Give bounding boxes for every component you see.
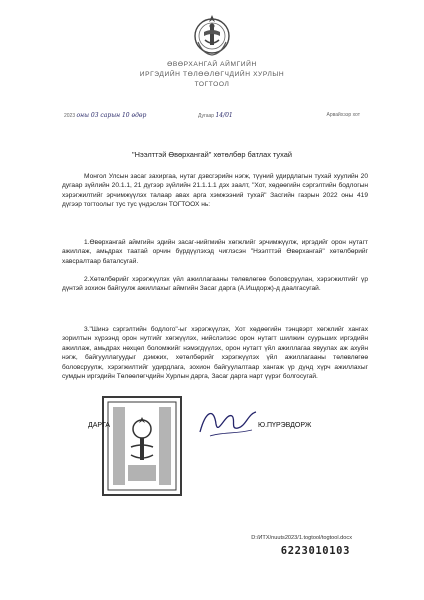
serial-number: 6223010103	[280, 545, 350, 557]
handwritten-signature-icon	[196, 402, 260, 442]
date-year: 2023	[64, 113, 76, 119]
issuer-line-2: ИРГЭДИЙН ТӨЛӨӨЛӨГЧДИЙН ХУРЛЫН	[139, 71, 285, 78]
number-label: Дугаар	[198, 113, 215, 119]
signatory-title: ДАРГА	[88, 422, 111, 429]
decision-item-3: 3."Шинэ сэргэлтийн бодлого"-ыг хэрэгжүүлэх, Хот хөдөөгийн тэнцвэрт хөгжлийг хангах зорилтын хүрээнд орон нутгийг хөгжүүлэх, нийслэлээс орон нутагт шилжин суурьших иргэдийн ажиллаж, амьдрах нөхцөл боломжийг нэмэгдүүлэх, орон нутагт үйл ажиллагаа явуулах аж ахуйн нэгж, байгууллагуудыг дэмжих, хөтөлбөрийг хэрэгжүүлэх үйл ажиллагааны төлөвлөгөө боловсруулж, хэрэгжилтийг удирдлага, зохион байгуулалтаар хангаж үр дүнд хүрч ажиллахыг сумдын иргэдийн Төлөөлөгчдийн Хурлын дарга, Засаг дарга нарт үүрэг болгосугай.	[62, 326, 368, 381]
decision-item-1: 1.Өвөрхангай аймгийн эдийн засаг-нийгмийн хөгжлийг эрчимжүүлж, иргэдийг орон нутагт ажиллаж, амьдрах таатай орчин бүрдүүлэхэд чиглэсэн "Нээлттэй Өвөрхангай" хөтөлбөрийг хавсралтаар баталсугай.	[62, 239, 368, 265]
place-field: Арвайхээр хот	[326, 112, 360, 118]
date-field	[64, 112, 146, 119]
signatory-name: Ю.ПҮРЭВДОРЖ	[258, 422, 312, 429]
number-field	[198, 112, 233, 119]
file-path: D:/ИТХ/nuuts2023/1.togtool/togtool.docx	[251, 535, 352, 541]
date-handwritten: оны 03 сарын 10 өдөр	[76, 112, 147, 119]
official-seal-icon	[101, 395, 183, 497]
intro-paragraph: Монгол Улсын засаг захиргаа, нутаг дэвсгэрийн нэгж, түүний удирдлагын тухай хуулийн 20 дугаар зүйлийн 20.1.1, 21 дүгээр зүйлийн 21.1.1.1 дэх заалт, "Хот, хөдөөгийн сэргэлтийн бодлогын хэрэгжилтийг эрчимжүүлэх талаар авах арга хэмжээний тухай" Засгийн газрын 2022 оны 419 дүгээр тогтоолыг тус тус үндэслэн ТОГТООХ нь:	[62, 173, 368, 209]
number-handwritten: 14/01	[215, 112, 233, 119]
state-emblem-icon	[193, 12, 231, 58]
document-title: "Нээлттэй Өвөрхангай" хөтөлбөр батлах тухай	[132, 150, 292, 159]
document-type: ТОГТООЛ	[194, 81, 230, 88]
decision-item-2: 2.Хөтөлбөрийг хэрэгжүүлэх үйл ажиллагааны төлөвлөгөө боловсруулан, хэрэгжилтийг үр дүнтэй зохион байгуулж ажиллахыг аймгийн Засаг дарга (А.Ишдорж)-д даалгасугай.	[62, 276, 368, 293]
issuer-line-1: ӨВӨРХАНГАЙ АЙМГИЙН	[167, 61, 257, 68]
